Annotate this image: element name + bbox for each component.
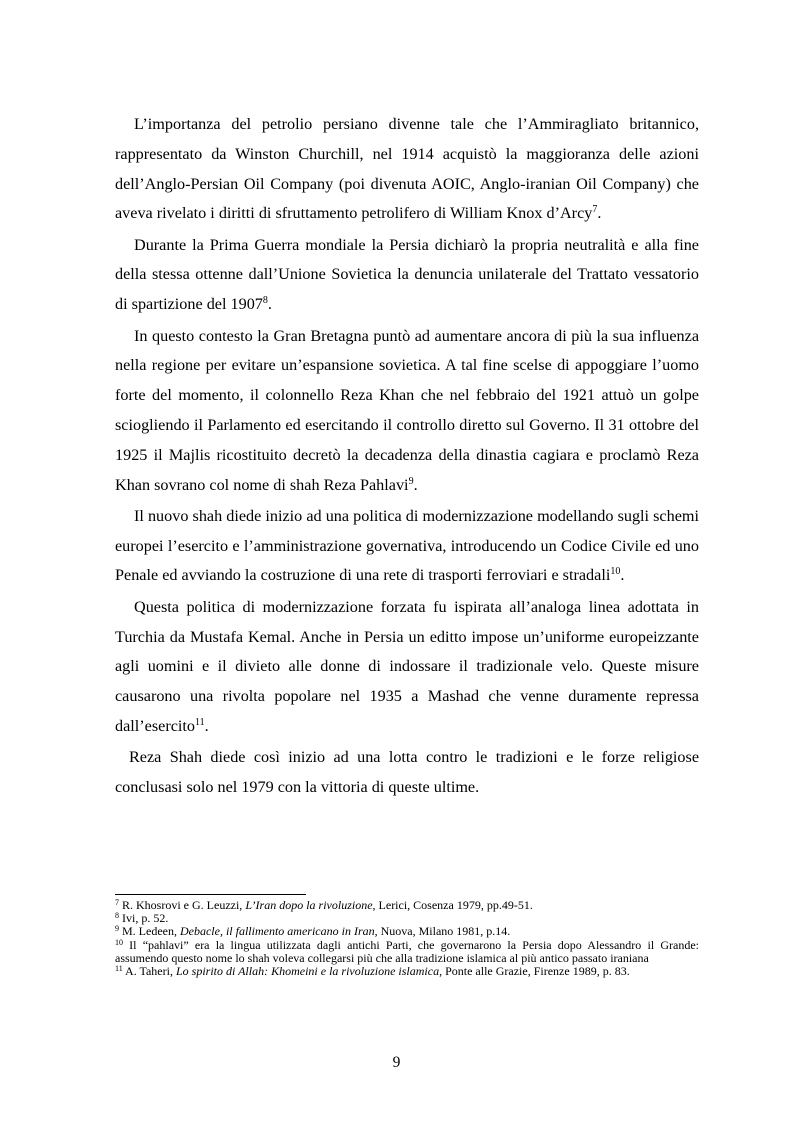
footnote-ref: 7 xyxy=(115,898,119,907)
text-run: . xyxy=(620,566,625,585)
text-run: Il “pahlavi” era la lingua utilizzata dagli antichi Parti, che governarono la Persia dopo Alessandro il Grande: assumendo questo nome lo shah voleva collegarsi più che alla tradizione islamica al più antico passato iraniana xyxy=(115,937,699,965)
text-run: . xyxy=(204,716,209,735)
page-number: 9 xyxy=(392,1054,401,1071)
text-run: A. Taheri, xyxy=(122,964,176,979)
text-run: , Lerici, Cosenza 1979, pp.49-51. xyxy=(372,898,533,912)
text-run: L’importanza del petrolio persiano divenne tale che l’Ammiragliato britannico, rappresentato da Winston Churchill, nel 1914 acquistò la maggioranza delle azioni dell’Anglo-Persian Oil Company (poi divenuta AOIC, Anglo-iranian Oil Company) che aveva rivelato i diritti di sfruttamento petrolifero di William Knox d’Arcy xyxy=(115,115,699,223)
italic-title: Lo spirito di Allah: Khomeini e la rivoluzione islamica xyxy=(175,964,440,979)
paragraph-6 xyxy=(115,743,699,803)
footnote-ref: 8 xyxy=(262,295,268,307)
footnote-7 xyxy=(115,899,699,912)
paragraph-4 xyxy=(115,502,699,591)
footnote-11 xyxy=(115,965,699,978)
text-run: R. Khosrovi e G. Leuzzi, xyxy=(119,898,246,912)
paragraph-3 xyxy=(115,322,699,501)
footnote-ref: 8 xyxy=(115,911,119,921)
text-run: Durante la Prima Guerra mondiale la Persia dichiarò la propria neutralità e alla fine della stessa ottenne dall’Unione Sovietica la denuncia unilaterale del Trattato vessatorio di spartizione del 1907 xyxy=(115,235,699,314)
text-run: Ivi, p. 52. xyxy=(119,911,169,926)
paragraph-2 xyxy=(115,231,699,320)
footnote-ref: 7 xyxy=(592,204,598,216)
text-run: . xyxy=(597,204,602,223)
footnotes xyxy=(115,899,699,978)
paragraph-5 xyxy=(115,593,699,742)
text-run: Reza Shah diede così inizio ad una lotta contro le tradizioni e le forze religiose conclusasi solo nel 1979 con la vittoria di queste ultime. xyxy=(115,748,699,797)
footnote-ref: 11 xyxy=(115,964,123,974)
text-run: , Nuova, Milano 1981, p.14. xyxy=(374,924,511,939)
paragraph-1 xyxy=(115,110,699,229)
footnote-ref: 9 xyxy=(115,924,119,934)
text-run: Il nuovo shah diede inizio ad una politica di modernizzazione modellando sugli schemi europei l’esercito e l’amministrazione governativa, introducendo un Codice Civile ed uno Penale ed avviando la costruzione di una rete di trasporti ferroviari e stradali xyxy=(115,506,699,585)
text-run: In questo contesto la Gran Bretagna puntò ad aumentare ancora di più la sua influenza nella regione per evitare un’espansione sovietica. A tal fine scelse di appoggiare l’uomo forte del momento, il colonnello Reza Khan che nel febbraio del 1921 attuò un golpe sciogliendo il Parlamento ed esercitando il controllo diretto sul Governo. Il 31 ottobre del 1925 il Majlis ricostituito decretò la decadenza della dinastia cagiara e proclamò Reza Khan sovrano col nome di shah Reza Pahlavi xyxy=(115,326,699,494)
body-text xyxy=(115,110,699,804)
footnote-ref: 11 xyxy=(195,716,205,728)
footnote-separator xyxy=(115,894,306,895)
text-run: M. Ledeen, xyxy=(119,924,180,939)
italic-title: Debacle, il fallimento americano in Iran xyxy=(179,924,375,939)
text-run: Questa politica di modernizzazione forzata fu ispirata all’analoga linea adottata in Turchia da Mustafa Kemal. Anche in Persia un editto impose un’uniforme europeizzante agli uomini e il divieto alle donne di indossare il tradizionale velo. Queste misure causarono una rivolta popolare nel 1935 a Mashad che venne duramente repressa dall’esercito xyxy=(115,597,699,735)
text-run: . xyxy=(267,295,272,314)
text-run: . xyxy=(413,475,418,494)
text-run: , Ponte alle Grazie, Firenze 1989, p. 83. xyxy=(439,964,630,979)
italic-title: L’Iran dopo la rivoluzione xyxy=(245,898,373,912)
footnote-10 xyxy=(115,939,699,965)
footnote-ref: 10 xyxy=(610,566,621,578)
footnote-ref: 9 xyxy=(408,475,414,487)
footnote-ref: 10 xyxy=(115,937,123,947)
